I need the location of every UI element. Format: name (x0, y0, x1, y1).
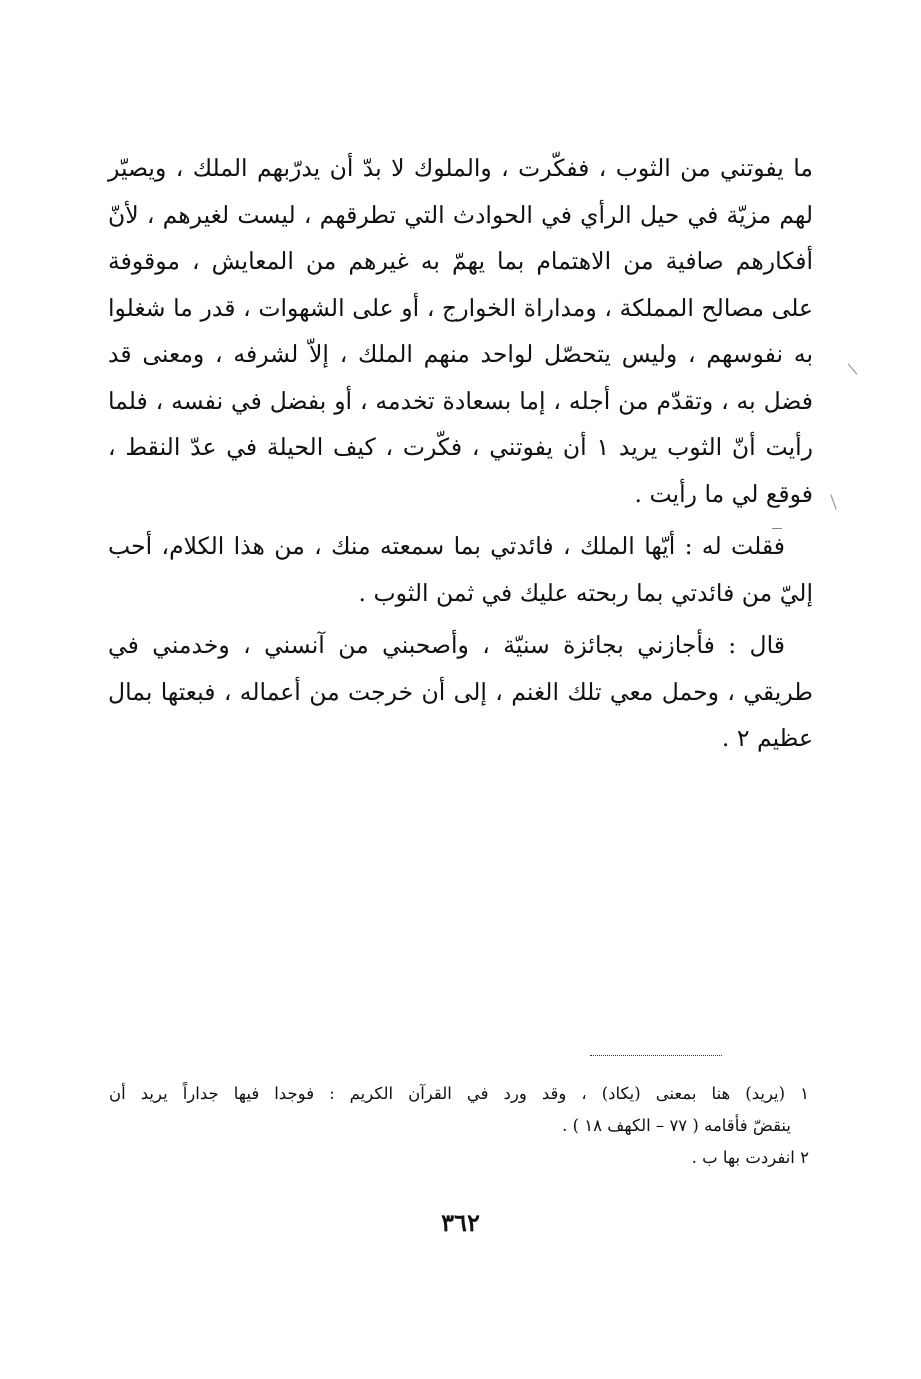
text-line: ما يفوتني من الثوب ، ففكّرت ، والملوك لا بدّ أن يدرّبهم الملك ، ويصيّر (108, 154, 813, 182)
text-line: فضل به ، وتقدّم من أجله ، إما بسعادة تخدمه ، أو بفضل في نفسه ، فلما (108, 386, 813, 415)
scan-mark (848, 363, 858, 374)
footnote-2 (109, 1142, 809, 1174)
text-line: فقلت له : أيّها الملك ، فائدتي بما سمعته منك ، من هذا الكلام، أحب (108, 532, 785, 560)
footnote-1 (109, 1078, 809, 1142)
text-line: إليّ من فائدتي بما ربحته عليك في ثمن الثوب . (358, 578, 813, 607)
text-line: عظيم ٢ . (721, 724, 813, 752)
footnotes (109, 1078, 809, 1174)
paragraph-3 (108, 622, 813, 762)
main-text (108, 145, 813, 762)
scan-mark (830, 494, 836, 509)
text-line: على مصالح المملكة ، ومداراة الخوارج ، أو على الشهوات ، قدر ما شغلوا (108, 293, 813, 322)
text-line: قال : فأجازني بجائزة سنيّة ، وأصحبني من آنسني ، وخدمني في (108, 631, 785, 659)
page-number: ٣٦٢ (441, 1208, 480, 1237)
paragraph-1 (108, 145, 813, 517)
text-line: أفكارهم صافية من الاهتمام بما يهمّ به غيرهم من المعايش ، موقوفة (108, 247, 813, 275)
text-line: لهم مزيّة في حيل الرأي في الحوادث التي تطرقهم ، ليست لغيرهم ، لأنّ (108, 200, 813, 229)
footnote-separator (590, 1055, 722, 1056)
scan-mark (772, 528, 782, 529)
text-line: به نفوسهم ، وليس يتحصّل لواحد منهم الملك ، إلاّ لشرفه ، ومعنى قد (108, 340, 813, 368)
text-line: فوقع لي ما رأيت . (634, 479, 813, 508)
footnote-line: ينقضّ فأقامه ( ٧٧ – الكهف ١٨ ) . (562, 1116, 791, 1135)
paragraph-2 (108, 523, 813, 616)
text-line: رأيت أنّ الثوب يريد ١ أن يفوتني ، فكّرت ، كيف الحيلة في عدّ النقط ، (108, 433, 813, 461)
footnote-line: ١ (يريد) هنا بمعنى (يكاد) ، وقد ورد في القرآن الكريم : فوجدا فيها جداراً يريد أن (109, 1084, 809, 1103)
footnote-line: ٢ انفردت بها ب . (691, 1148, 809, 1167)
text-line: طريقي ، وحمل معي تلك الغنم ، إلى أن خرجت من أعماله ، فبعتها بمال (108, 677, 813, 706)
